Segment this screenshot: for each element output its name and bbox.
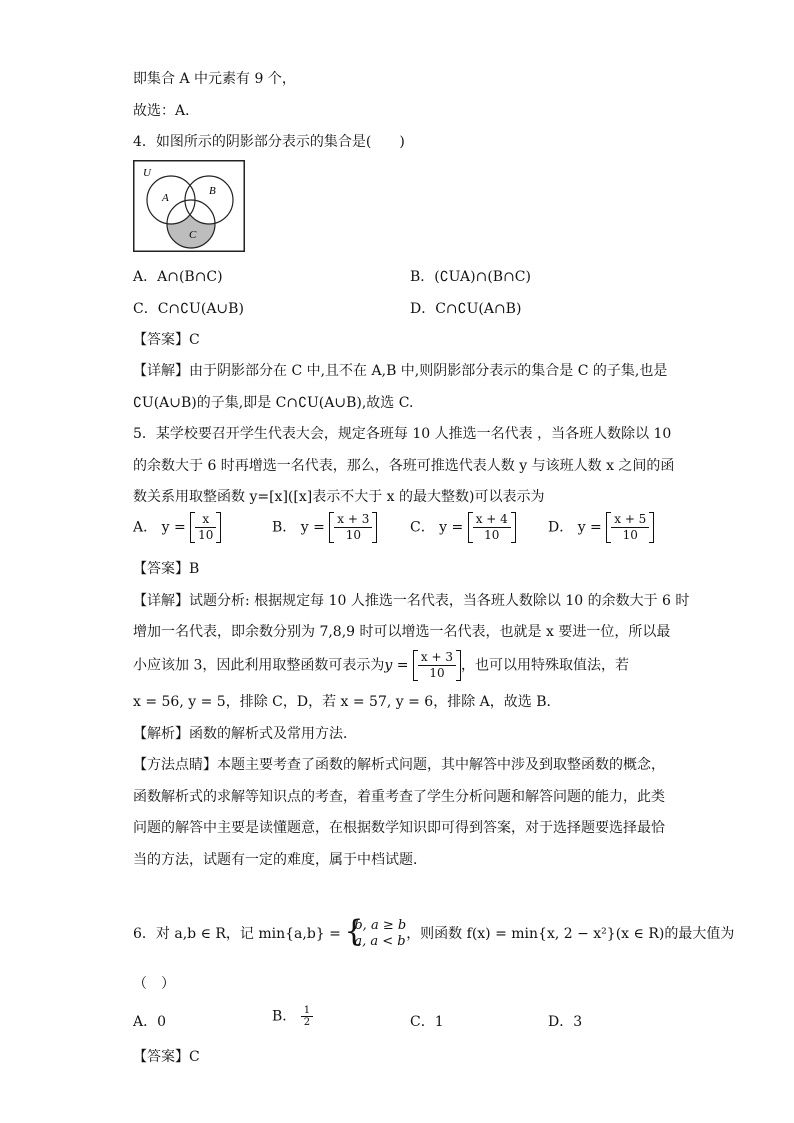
line-element-count: 即集合 A 中元素有 9 个，: [133, 71, 296, 87]
floor-bracket: $\frac{x + 3}{10}$: [329, 512, 377, 543]
venn-diagram: [133, 160, 245, 252]
q6-option-c: C．1: [410, 1014, 444, 1030]
q5-method-4: 当的方法，试题有一定的难度，属于中档试题．: [133, 852, 427, 868]
question-5-line-2: 的余数大于 6 时再增选一名代表，那么，各班可推选代表人数 y 与该班人数 x 之间的函: [133, 458, 675, 474]
q5-option-d: D． y = $\frac{x + 5}{10}$: [548, 512, 654, 543]
q4-explanation-2: ∁U(A∪B)的子集,即是 C∩∁U(A∪B),故选 C.: [133, 395, 414, 411]
q5-option-b: B． y = $\frac{x + 3}{10}$: [272, 512, 377, 543]
q5-explanation-3: 小应该加 3，因此利用取整函数可表示为y = $\frac{x + 3}{10}$ ，也可以用特殊取值法，若: [133, 650, 629, 680]
q5-option-a: A． y = $\frac{x}{10}$: [133, 512, 221, 543]
piecewise-cases: { b, a ≥ b a, a < b: [345, 918, 406, 950]
q4-option-c: C．C∩∁U(A∪B): [133, 301, 244, 317]
q5-explanation-1: 【详解】试题分析: 根据规定每 10 人推选一名代表，当各班人数除以 10 的余数大于 6 时: [133, 593, 690, 609]
q5-answer: 【答案】B: [133, 561, 200, 577]
question-5-line-3: 数关系用取整函数 y=[x]([x]表示不大于 x 的最大整数)可以表示为: [133, 489, 545, 505]
floor-bracket: $\frac{x}{10}$: [190, 512, 221, 543]
venn-label-b: B: [209, 185, 216, 197]
question-4: 4．如图所示的阴影部分表示的集合是( ): [133, 134, 405, 150]
venn-label-c: C: [189, 229, 197, 241]
q6-option-a: A．0: [133, 1014, 167, 1030]
q6-option-b: B． $\frac{1}{2}$: [272, 1005, 313, 1028]
q5-explanation-2: 增加一名代表，即余数分别为 7,8,9 时可以增选一名代表，也就是 x 要进一位，所以最: [133, 624, 671, 640]
q4-option-a: A．A∩(B∩C): [133, 269, 223, 285]
floor-bracket: $\frac{x + 5}{10}$: [606, 512, 654, 543]
q6-paren: （ ）: [133, 976, 175, 992]
floor-bracket: $\frac{x + 3}{10}$: [413, 650, 461, 681]
line-choose-a: 故选：A．: [133, 103, 200, 119]
q6-answer: 【答案】C: [133, 1049, 200, 1065]
q5-method-3: 问题的解答中主要是读懂题意，在根据数学知识即可得到答案，对于选择题要选择最恰: [133, 820, 665, 836]
q5-option-c: C． y = $\frac{x + 4}{10}$: [410, 512, 516, 543]
venn-label-a: A: [162, 192, 169, 204]
floor-bracket: $\frac{x + 4}{10}$: [468, 512, 516, 543]
q4-option-d: D．C∩∁U(A∩B): [410, 301, 522, 317]
q4-option-b: B．(∁UA)∩(B∩C): [410, 269, 531, 285]
q6-option-d: D．3: [548, 1014, 583, 1030]
q4-answer: 【答案】C: [133, 332, 200, 348]
q4-explanation-1: 【详解】由于阴影部分在 C 中,且不在 A,B 中,则阴影部分表示的集合是 C 的子集,也是: [133, 363, 668, 379]
venn-label-u: U: [143, 167, 151, 179]
q5-method-2: 函数解析式的求解等知识点的考查，着重考查了学生分析问题和解答问题的能力，此类: [133, 789, 665, 805]
q5-method-1: 【方法点睛】本题主要考查了函数的解析式问题，其中解答中涉及到取整函数的概念，: [133, 757, 665, 773]
q5-jiexi: 【解析】函数的解析式及常用方法．: [133, 726, 357, 742]
q5-explanation-4: x = 56, y = 5，排除 C，D，若 x = 57, y = 6，排除 A，故选 B．: [133, 694, 561, 710]
question-6: 6．对 a,b ∈ R，记 min{a,b} = { b, a ≥ b a, a < b ，则函数 f(x) = min{x, 2 − x²}(x ∈ R)的最大值为: [133, 918, 734, 950]
question-5-line-1: 5．某学校要召开学生代表大会，规定各班每 10 人推选一名代表 ，当各班人数除以 10: [133, 426, 672, 442]
